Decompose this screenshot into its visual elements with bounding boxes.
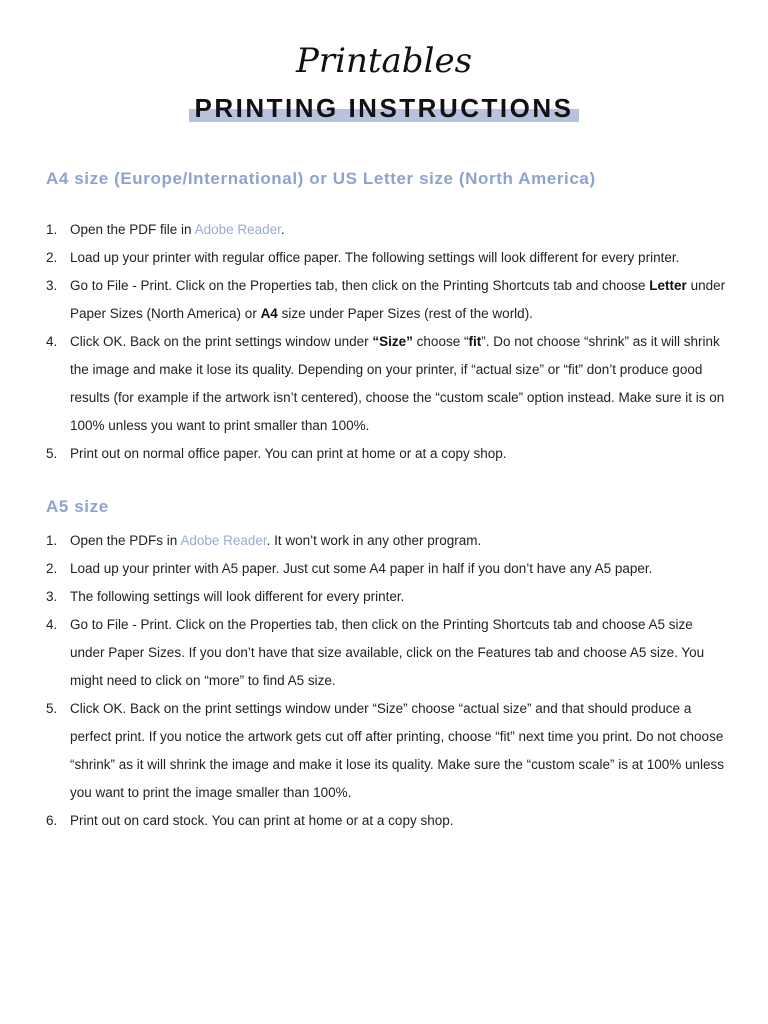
title-wrap [0,92,768,124]
step-text: Load up your printer with regular office paper. The following settings will look different for every printer. [70,250,680,265]
step-text: Click OK. Back on the print settings window under “Size” choose “actual size” and that should produce a perfect print. If you notice the artwork gets cut off after printing, choose “fit” next time you print. Do not choose “shrink” as it will shrink the image and make it lose its quality. Make sure the “custom scale” is at 100% unless you want to print the image smaller than 100%. [70,701,725,800]
step-number: 1. [46,533,58,548]
list-item [46,216,726,244]
step-number: 5. [46,446,58,461]
bold-text: Letter [649,278,687,293]
bold-text: fit [468,334,482,349]
step-text: . It won’t work in any other program. [266,533,482,548]
list-item [46,695,726,807]
step-number: 3. [46,589,58,604]
list-item [46,611,726,695]
list-item [46,527,726,555]
step-text: Open the PDFs in [70,533,181,548]
step-text: . [280,222,285,237]
list-item [46,807,726,835]
bold-text: A4 [260,306,278,321]
list-item [46,440,726,468]
section-heading-a4: A4 size (Europe/International) or US Letter size (North America) [46,169,596,188]
step-number: 1. [46,222,58,237]
step-text: Go to File - Print. Click on the Properties tab, then click on the Printing Shortcuts tab and choose A5 size under Paper Sizes. If you don’t have that size available, click on the Features tab and choose A5 size. You might need to click on “more” to find A5 size. [70,617,705,688]
step-text: under Paper Sizes (North America) or [70,278,726,321]
step-number: 2. [46,561,58,576]
step-number: 3. [46,278,58,293]
step-text: Go to File - Print. Click on the Properties tab, then click on the Printing Shortcuts tab and choose [70,278,650,293]
step-text: size under Paper Sizes (rest of the world). [277,306,533,321]
script-title: Printables [295,41,473,81]
page-title-text: PRINTING INSTRUCTIONS [194,93,574,123]
step-text: Load up your printer with A5 paper. Just cut some A4 paper in half if you don’t have any A5 paper. [70,561,653,576]
list-item [46,244,726,272]
list-item [46,583,726,611]
step-text: choose “ [412,334,469,349]
step-number: 2. [46,250,58,265]
section-heading-a5: A5 size [46,497,109,516]
step-text: Print out on normal office paper. You can print at home or at a copy shop. [70,446,507,461]
step-number: 6. [46,813,58,828]
a5-steps-list [46,527,726,835]
step-text: The following settings will look different for every printer. [70,589,405,604]
list-item [46,328,726,440]
step-number: 4. [46,334,58,349]
step-text: Print out on card stock. You can print at home or at a copy shop. [70,813,454,828]
page-title [189,92,580,124]
a4-steps-list [46,216,726,468]
list-item [46,555,726,583]
step-text: Open the PDF file in [70,222,195,237]
list-item [46,272,726,328]
step-text: Click OK. Back on the print settings window under [70,334,373,349]
adobe-reader-link[interactable]: Adobe Reader [194,222,281,237]
step-number: 5. [46,701,58,716]
bold-text: “Size” [372,334,413,349]
step-number: 4. [46,617,58,632]
step-text: ”. Do not choose “shrink” as it will shrink the image and make it lose its quality. Depending on your printer, if “actual size” or “fit” don’t produce good results (for example if the artwork isn’t centered), choose the “custom scale” option instead. Make sure it is on 100% unless you want to print smaller than 100%. [70,334,725,433]
adobe-reader-link[interactable]: Adobe Reader [180,533,267,548]
